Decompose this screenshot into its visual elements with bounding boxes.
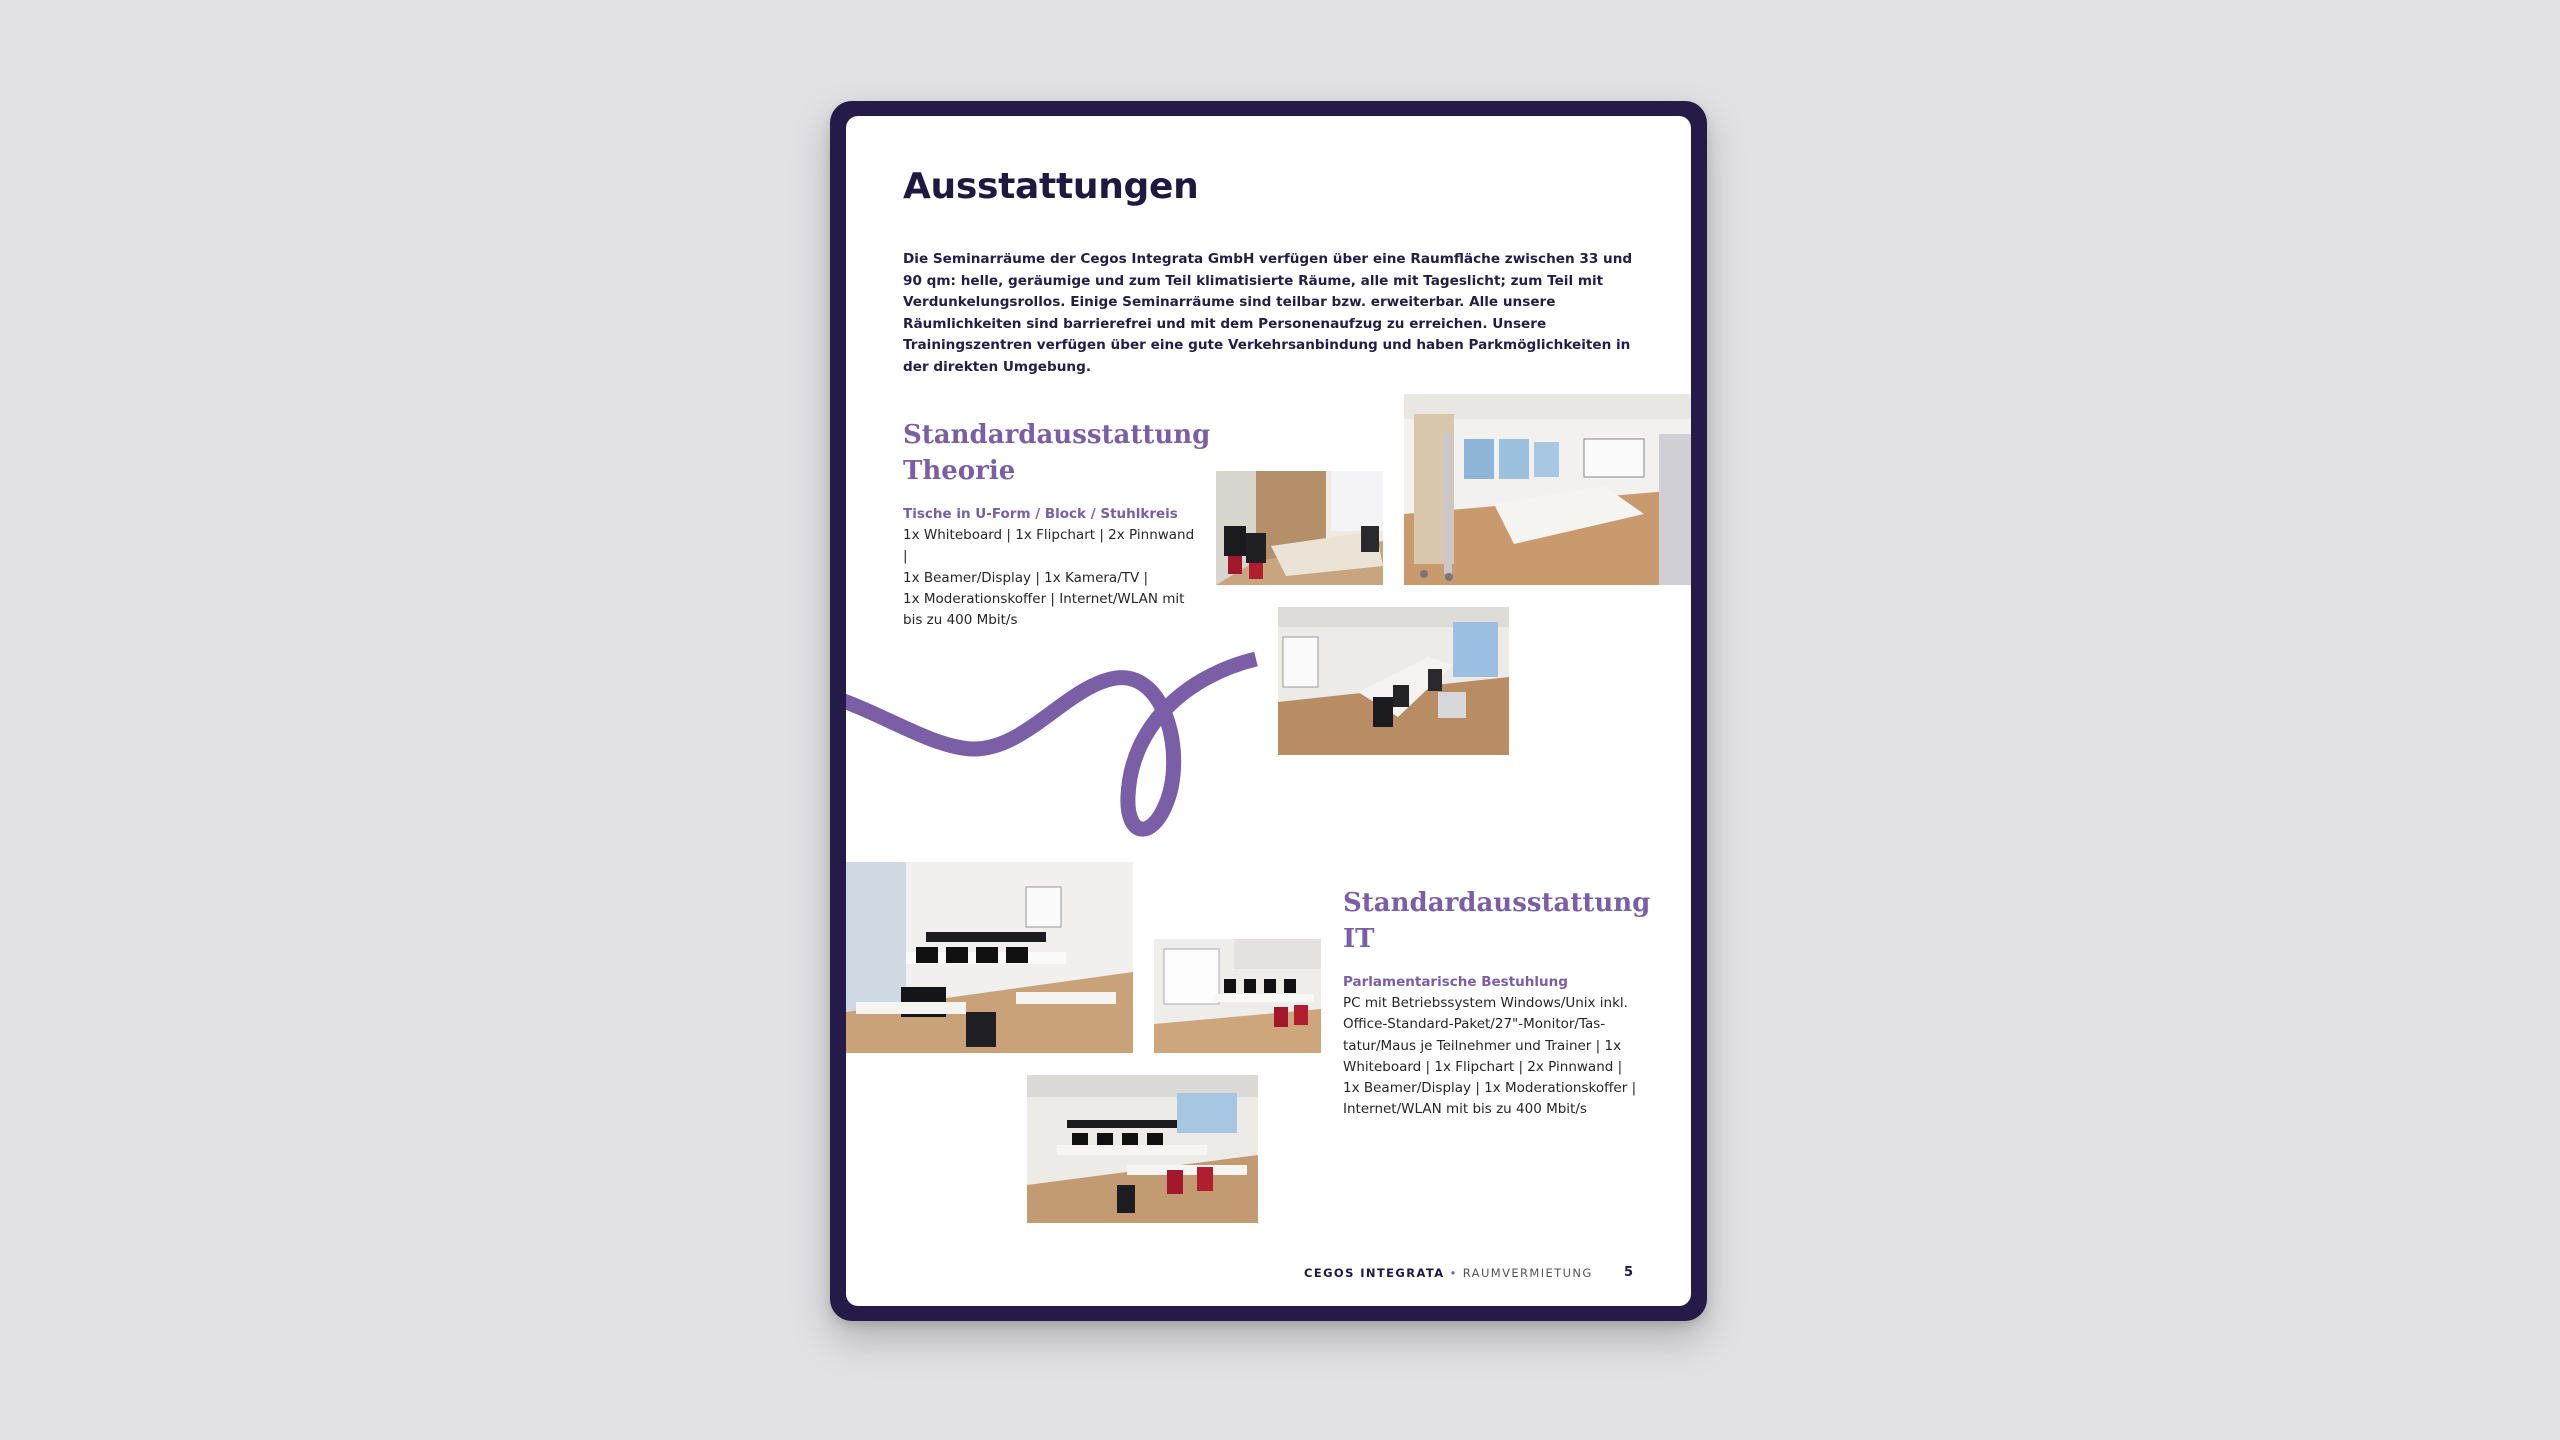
footer-brand: CEGOS INTEGRATA: [1304, 1266, 1445, 1280]
footer-category: RAUMVERMIETUNG: [1462, 1266, 1593, 1280]
page-title: Ausstattungen: [903, 166, 1199, 207]
it-room-photo-1: [846, 862, 1133, 1053]
document-page: [846, 116, 1691, 1306]
it-description: PC mit Betriebssystem Windows/Unix inkl. Office-Standard-Paket/27"-Monitor/Tas- tatur/Maus je Teilnehmer und Trainer | 1x Whiteboard | 1x Flipchart | 2x Pinnwand | 1x Beamer/Display | 1x Moderationskoffer | Internet/WLAN mit bis zu 400 Mbit/s: [1343, 995, 1637, 1118]
page-number: 5: [1624, 1265, 1634, 1280]
it-room-photo-3: [1027, 1075, 1258, 1223]
theorie-description: 1x Whiteboard | 1x Flipchart | 2x Pinnwand | 1x Beamer/Display | 1x Kamera/TV | 1x Moderationskoffer | Internet/WLAN mit bis zu 400 Mbit/s: [903, 527, 1195, 629]
theorie-room-photo-2: [1404, 394, 1691, 585]
theorie-title: Standardausstattung Theorie: [903, 420, 1211, 486]
footer-separator: •: [1449, 1266, 1458, 1280]
theorie-subtitle: Tische in U-Form / Block / Stuhlkreis: [903, 506, 1178, 522]
decorative-squiggle: [846, 116, 1691, 1306]
theorie-room-photo-1: [1216, 471, 1383, 585]
it-title: Standardausstattung IT: [1343, 888, 1651, 954]
theorie-room-photo-3: [1278, 607, 1509, 755]
it-subtitle: Parlamentarische Bestuhlung: [1343, 974, 1568, 990]
intro-paragraph: Die Seminarräume der Cegos Integrata GmbH verfügen über eine Raumfläche zwischen 33 und 90 qm: helle, geräumige und zum Teil klimatisierte Räume, alle mit Tageslicht; zum Teil mit Verdunkelungsrollos. Einige Seminarräume sind teilbar bzw. erweiterbar. Alle unsere Räumlichkeiten sind barrierefrei und mit dem Personenaufzug zu erreichen. Unsere Trainingszentren verfügen über eine gute Verkehrsanbindung und haben Parkmöglichkeiten in der direkten Umgebung.: [903, 251, 1633, 375]
it-room-photo-2: [1154, 939, 1321, 1053]
page-footer: [1304, 1266, 1593, 1280]
